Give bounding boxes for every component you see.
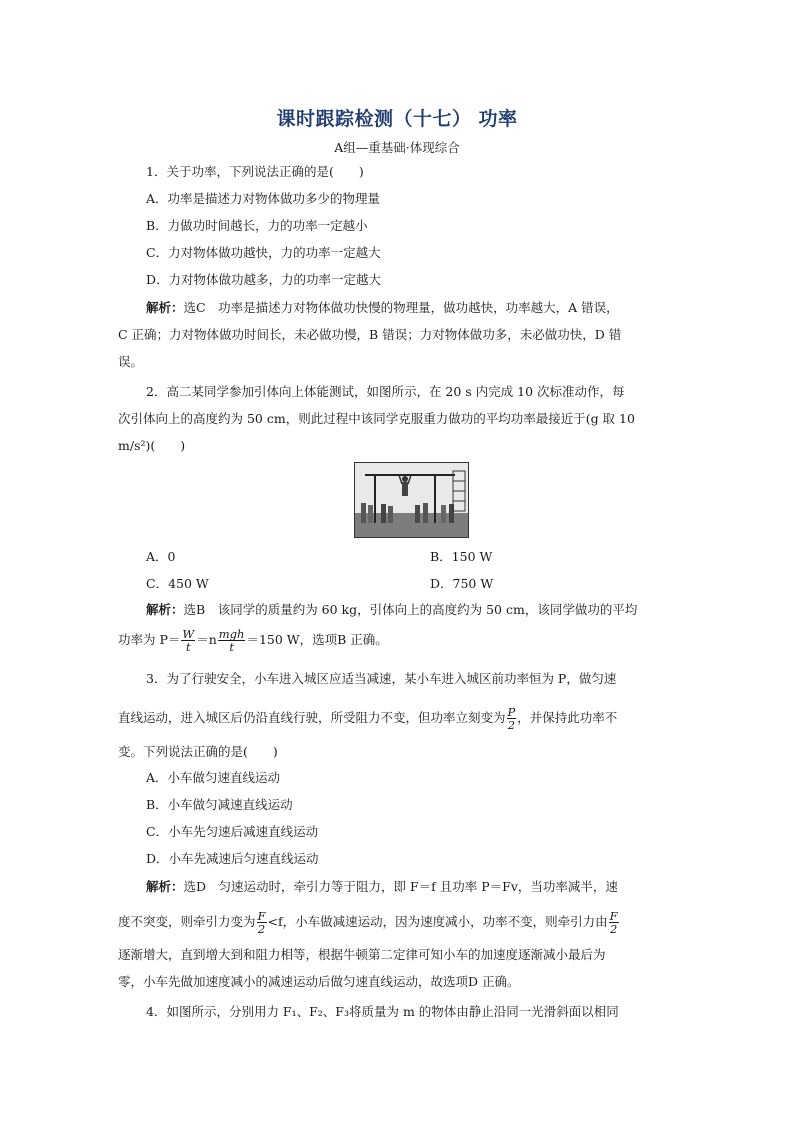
q3-stem-2-pre: 直线运动，进入城区后仍沿直线行驶，所受阻力不变，但功率立刻变为 (118, 710, 506, 725)
q3-analysis-2-mid: <f，小车做减速运动，因为速度减小，功率不变，则牵引力由 (267, 914, 608, 929)
q1-stem: 1．关于功率，下列说法正确的是( ) (146, 164, 364, 179)
q3-stem-2 (118, 706, 678, 731)
q2-formula-line (118, 628, 678, 653)
q4-stem-1: 4．如图所示，分别用力 F₁、F₂、F₃将质量为 m 的物体由静止沿同一光滑斜面以相同 (146, 1004, 619, 1019)
q3-analysis-text-4: 零，小车先做加速度减小的减速运动后做匀速直线运动，故选项D 正确。 (118, 974, 520, 989)
fraction-numerator: F (257, 909, 266, 923)
q3-option-d: D．小车先减速后匀速直线运动 (146, 851, 319, 866)
q2-stem-2: 次引体向上的高度约为 50 cm，则此过程中该同学克服重力做功的平均功率最接近于(g 取 10 (118, 411, 635, 426)
fraction-f-over-2 (257, 910, 267, 935)
q2-option-a: A．0 (146, 549, 176, 564)
analysis-label: 解析： (146, 879, 184, 894)
q2-stem-3: m/s²)( ) (118, 438, 186, 453)
q3-analysis (146, 878, 706, 896)
pull-up-photo (354, 462, 469, 538)
pull-up-illustration (355, 463, 468, 537)
q1-analysis (146, 299, 706, 317)
q1-option-a: A．功率是描述力对物体做功多少的物理量 (146, 191, 381, 206)
q1-option-d: D．力对物体做功越多，力的功率一定越大 (146, 272, 382, 287)
fraction-numerator: W (182, 627, 195, 641)
fraction-denominator: t (185, 640, 191, 654)
q3-stem-2-post: ，并保持此功率不 (517, 710, 618, 725)
fraction-denominator: 2 (609, 922, 618, 936)
q1-option-b: B．力做功时间越长，力的功率一定越小 (146, 218, 368, 233)
fraction-mgh-over-t (218, 628, 246, 653)
q3-analysis-text-2 (118, 910, 678, 935)
q2-option-b: B．150 W (430, 549, 493, 564)
q2-stem-1: 2．高二某同学参加引体向上体能测试，如图所示，在 20 s 内完成 10 次标准动作，每 (146, 384, 625, 399)
fraction-numerator: P (507, 705, 516, 719)
fraction-f-over-2 (609, 910, 619, 935)
q3-analysis-2-pre: 度不突变，则牵引力变为 (118, 914, 256, 929)
q2-analysis-text-1: 选B 该同学的质量约为 60 kg，引体向上的高度约为 50 cm，该同学做功的平均 (183, 602, 638, 617)
q1-option-c: C．力对物体做功越快，力的功率一定越大 (146, 245, 381, 260)
q3-stem-3: 变。下列说法正确的是( ) (118, 744, 278, 759)
q1-analysis-text-3: 误。 (118, 354, 144, 369)
fraction-p-over-2 (507, 706, 517, 731)
analysis-label: 解析： (146, 300, 184, 315)
fraction-denominator: 2 (507, 718, 516, 732)
fraction-numerator: mgh (218, 627, 245, 641)
q3-option-b: B．小车做匀减速直线运动 (146, 797, 293, 812)
q1-analysis-text-2: C 正确；力对物体做功时间长，未必做功慢，B 错误；力对物体做功多，未必做功快，D 错 (118, 327, 622, 342)
q2-formula-pre: 功率为 P＝ (118, 632, 181, 647)
fraction-w-over-t (181, 628, 195, 653)
fraction-denominator: 2 (257, 922, 266, 936)
q3-analysis-text-1: 选D 匀速运动时，牵引力等于阻力，即 F＝f 且功率 P＝Fv，当功率减半，速 (183, 879, 618, 894)
fraction-numerator: F (609, 909, 618, 923)
q2-formula-post: ＝150 W，选项B 正确。 (246, 632, 388, 647)
q3-stem-1: 3．为了行驶安全，小车进入城区应适当减速，某小车进入城区前功率恒为 P，做匀速 (146, 671, 617, 686)
page-title: 课时跟踪检测（十七） 功率 (276, 108, 518, 130)
q2-analysis (146, 601, 706, 619)
q2-formula-mid: ＝n (196, 632, 217, 647)
q1-analysis-text-1: 选C 功率是描述力对物体做功快慢的物理量，做功越快，功率越大，A 错误， (183, 300, 619, 315)
section-subtitle: A组—重基础·体现综合 (334, 140, 460, 155)
q2-option-c: C．450 W (146, 576, 209, 591)
q3-option-c: C．小车先匀速后减速直线运动 (146, 824, 319, 839)
q3-option-a: A．小车做匀速直线运动 (146, 770, 281, 785)
analysis-label: 解析： (146, 602, 184, 617)
fraction-denominator: t (229, 640, 234, 654)
q2-option-d: D．750 W (430, 576, 494, 591)
q3-analysis-text-3: 逐渐增大，直到增大到和阻力相等，根据牛顿第二定律可知小车的加速度逐渐减小最后为 (118, 947, 606, 962)
